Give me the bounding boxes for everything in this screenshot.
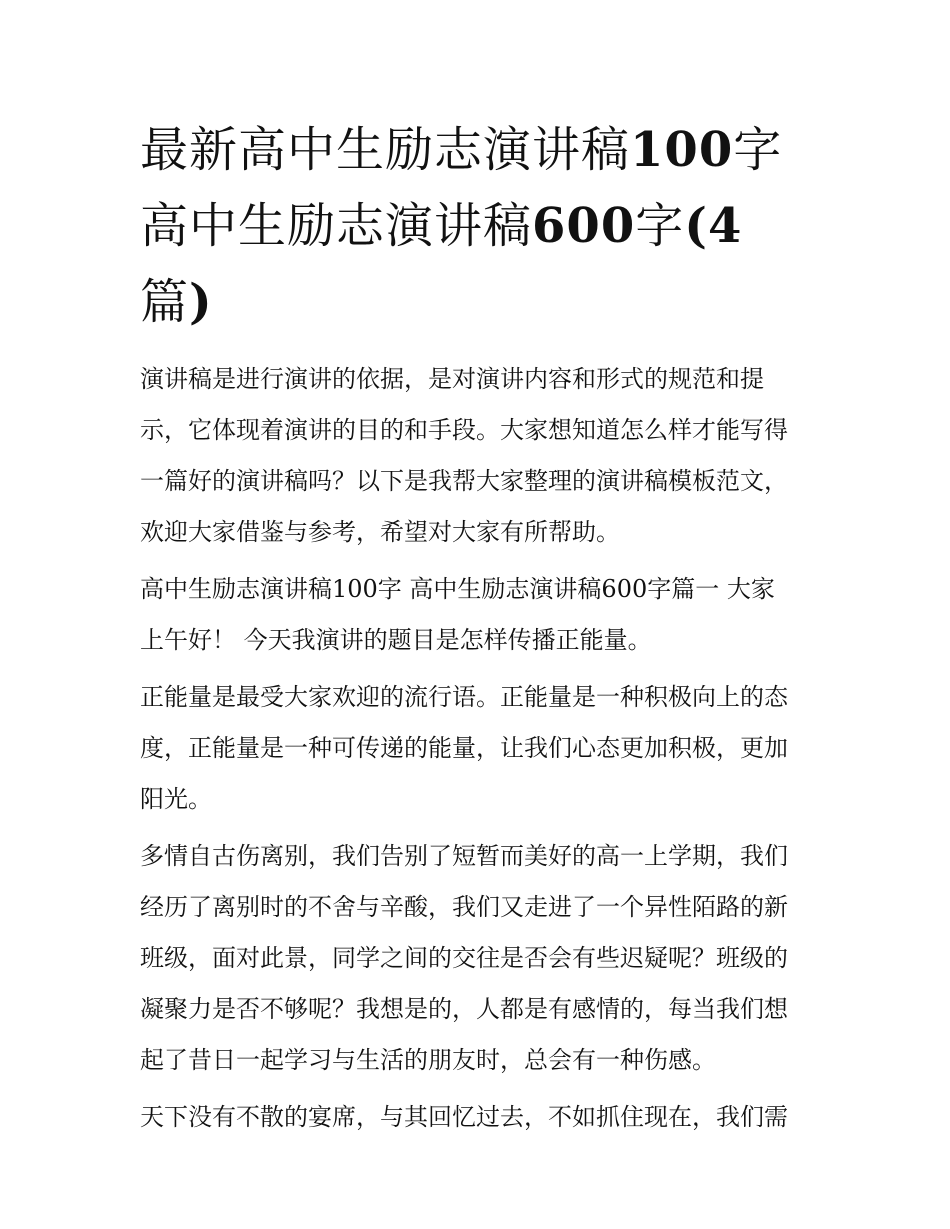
speech-heading-paragraph [140, 564, 820, 666]
text-line: 多情自古伤离别，我们告别了短暂而美好的高一上学期，我们 [140, 842, 788, 870]
text-line: 凝聚力是否不够呢？我想是的，人都是有感情的，每当我们想 [140, 995, 788, 1023]
text-line: 一篇好的演讲稿吗？以下是我帮大家整理的演讲稿模板范文， [140, 467, 788, 495]
text-line: 示，它体现着演讲的目的和手段。大家想知道怎么样才能写得 [140, 416, 788, 444]
intro-paragraph [140, 354, 820, 558]
text-line: 起了昔日一起学习与生活的朋友时，总会有一种伤感。 [140, 1046, 716, 1074]
document-content [140, 112, 820, 1149]
title-line: 最新高中生励志演讲稿100字 [140, 122, 783, 178]
body-paragraph [140, 672, 820, 825]
text-line: 班级，面对此景，同学之间的交往是否会有些迟疑呢？班级的 [140, 944, 788, 972]
text-line: 阳光。 [140, 785, 212, 813]
document-title [140, 112, 820, 340]
title-line: 高中生励志演讲稿600字(4 [140, 198, 743, 254]
text-line: 经历了离别时的不舍与辛酸，我们又走进了一个异性陌路的新 [140, 893, 788, 921]
text-line: 正能量是最受大家欢迎的流行语。正能量是一种积极向上的态 [140, 683, 788, 711]
body-paragraph [140, 1092, 820, 1143]
text-line: 度，正能量是一种可传递的能量，让我们心态更加积极，更加 [140, 734, 788, 762]
title-line: 篇) [140, 274, 213, 330]
text-line: 上午好！ 今天我演讲的题目是怎样传播正能量。 [140, 626, 652, 654]
text-line: 欢迎大家借鉴与参考，希望对大家有所帮助。 [140, 518, 620, 546]
text-line: 高中生励志演讲稿100字 高中生励志演讲稿600字篇一 大家 [140, 575, 775, 603]
body-paragraph [140, 831, 820, 1086]
text-line: 天下没有不散的宴席，与其回忆过去，不如抓住现在，我们需 [140, 1103, 788, 1131]
text-line: 演讲稿是进行演讲的依据，是对演讲内容和形式的规范和提 [140, 365, 764, 393]
